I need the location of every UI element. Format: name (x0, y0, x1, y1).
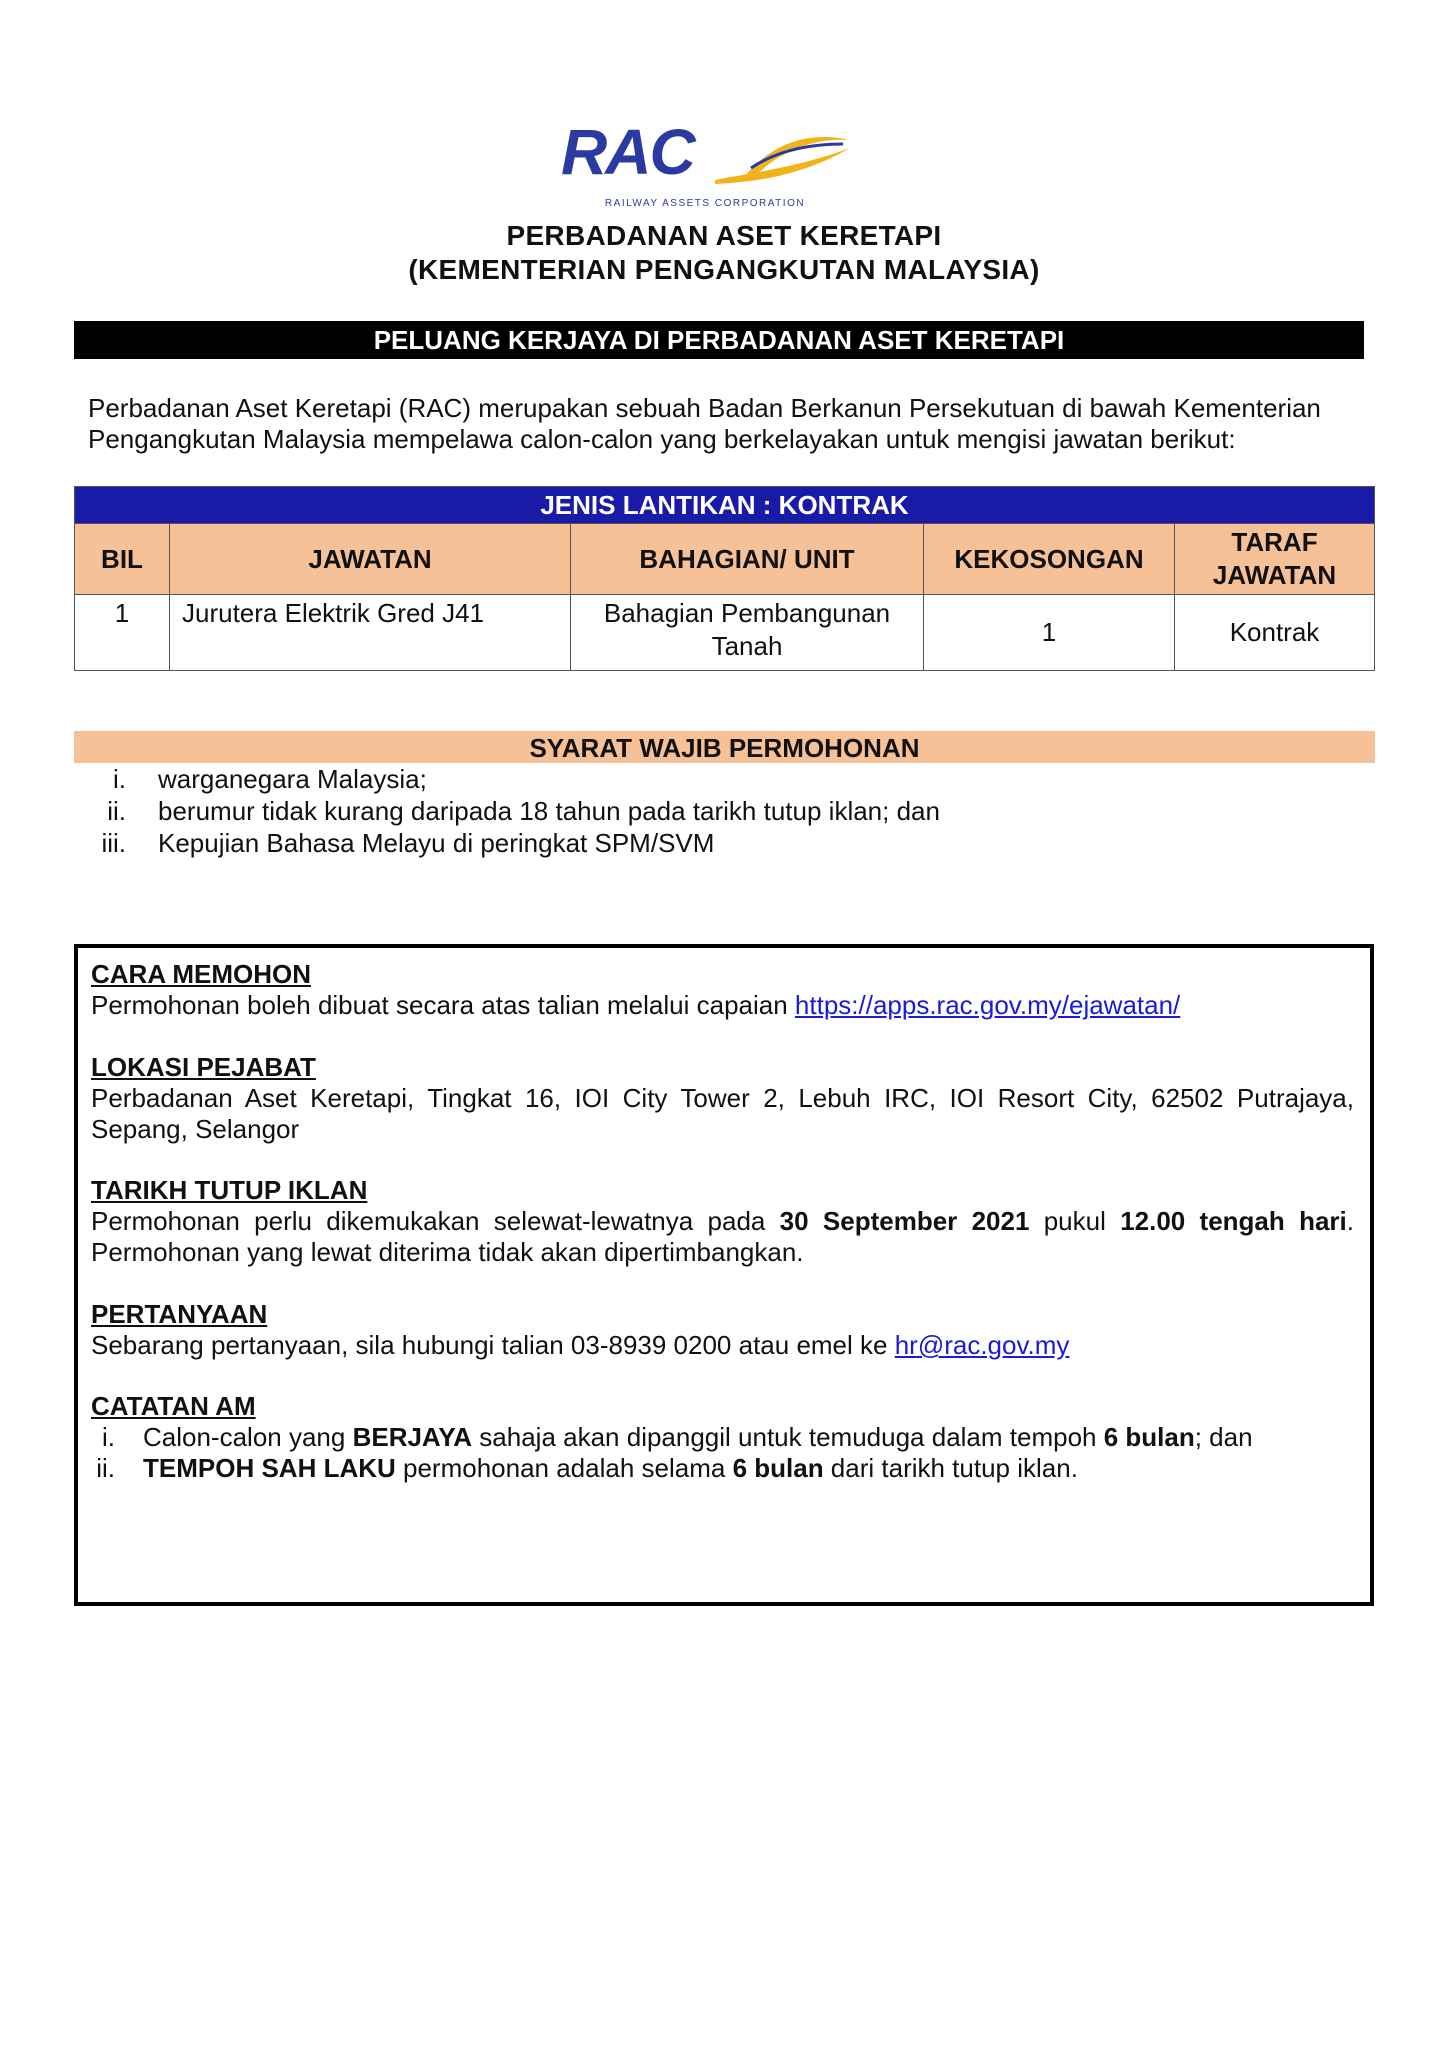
cell-bahagian: Bahagian Pembangunan Tanah (571, 595, 924, 671)
list-item (74, 795, 1374, 827)
table-row (75, 595, 1375, 671)
closing-heading: TARIKH TUTUP IKLAN (91, 1175, 368, 1205)
cell-kekosongan: 1 (924, 595, 1175, 671)
requirements-title: SYARAT WAJIB PERMOHONAN (74, 731, 1375, 763)
closing-text-2: pukul (1029, 1206, 1121, 1236)
rac-logo-graphic (555, 118, 855, 218)
closing-text: Permohonan perlu dikemukakan selewat-lewatnya pada (91, 1206, 780, 1236)
closing-date: 30 September 2021 (779, 1206, 1030, 1236)
enquiry-text: Sebarang pertanyaan, sila hubungi talian 03-8939 0200 atau emel ke (91, 1330, 895, 1360)
apply-heading: CARA MEMOHON (91, 959, 312, 989)
col-jawatan: JAWATAN (170, 524, 571, 595)
closing-period: . (1346, 1206, 1354, 1236)
appointment-type: JENIS LANTIKAN : KONTRAK (75, 487, 1375, 524)
list-number: i. (102, 1422, 115, 1452)
rac-logo (555, 118, 855, 218)
list-text: Calon-calon yang BERJAYA sahaja akan dipanggil untuk temuduga dalam tempoh 6 bulan; dan (143, 1422, 1253, 1452)
vacancy-table (74, 486, 1375, 671)
list-number: i. (113, 764, 126, 794)
career-banner: PELUANG KERJAYA DI PERBADANAN ASET KERETAPI (74, 321, 1364, 359)
closing-line (91, 1206, 1354, 1237)
email-link[interactable]: hr@rac.gov.my (894, 1330, 1070, 1360)
col-bil: BIL (75, 524, 170, 595)
cell-jawatan: Jurutera Elektrik Gred J41 (170, 595, 571, 671)
info-box (74, 944, 1374, 1606)
logo-text: RAC (561, 118, 694, 188)
apply-text: Permohonan boleh dibuat secara atas talian melalui capaian (91, 990, 795, 1020)
location-section (91, 1052, 1354, 1145)
enquiry-heading: PERTANYAAN (91, 1299, 268, 1329)
enquiry-section (91, 1299, 1354, 1361)
requirements-list (74, 763, 1374, 859)
list-item (91, 1422, 1354, 1453)
ministry-name: (KEMENTERIAN PENGANGKUTAN MALAYSIA) (408, 254, 1040, 285)
notes-heading: CATATAN AM (91, 1391, 256, 1421)
apply-section (91, 959, 1354, 1021)
notes-section (91, 1391, 1354, 1484)
org-name: PERBADANAN ASET KERETAPI (506, 220, 942, 251)
list-item (74, 827, 1374, 859)
cell-bil: 1 (75, 595, 170, 671)
list-item (74, 763, 1374, 795)
col-taraf: TARAF JAWATAN (1175, 524, 1375, 595)
closing-section (91, 1175, 1354, 1268)
table-header-row (75, 524, 1375, 595)
list-text: Kepujian Bahasa Melayu di peringkat SPM/SVM (158, 828, 715, 858)
list-number: ii. (96, 1453, 115, 1483)
location-text: Perbadanan Aset Keretapi, Tingkat 16, IOI City Tower 2, Lebuh IRC, IOI Resort City, 62502 Putrajaya, Sepang, Selangor (91, 1083, 1354, 1144)
closing-note: Permohonan yang lewat diterima tidak akan dipertimbangkan. (91, 1237, 804, 1267)
logo-tagline: RAILWAY ASSETS CORPORATION (604, 198, 806, 209)
list-item (91, 1453, 1354, 1484)
list-text: berumur tidak kurang daripada 18 tahun pada tarikh tutup iklan; dan (158, 796, 940, 826)
apply-link[interactable]: https://apps.rac.gov.my/ejawatan/ (794, 990, 1181, 1020)
col-kekosongan: KEKOSONGAN (924, 524, 1175, 595)
closing-time: 12.00 tengah hari (1120, 1206, 1347, 1236)
list-number: iii. (101, 828, 126, 858)
list-number: ii. (107, 796, 126, 826)
col-bahagian: BAHAGIAN/ UNIT (571, 524, 924, 595)
cell-taraf: Kontrak (1175, 595, 1375, 671)
list-text: warganegara Malaysia; (158, 764, 427, 794)
location-heading: LOKASI PEJABAT (91, 1052, 316, 1082)
intro-paragraph: Perbadanan Aset Keretapi (RAC) merupakan sebuah Badan Berkanun Persekutuan di bawah Kementerian Pengangkutan Malaysia mempelawa calon-calon yang berkelayakan untuk mengisi jawatan berikut: (88, 393, 1321, 454)
list-text: TEMPOH SAH LAKU permohonan adalah selama 6 bulan dari tarikh tutup iklan. (143, 1453, 1078, 1483)
